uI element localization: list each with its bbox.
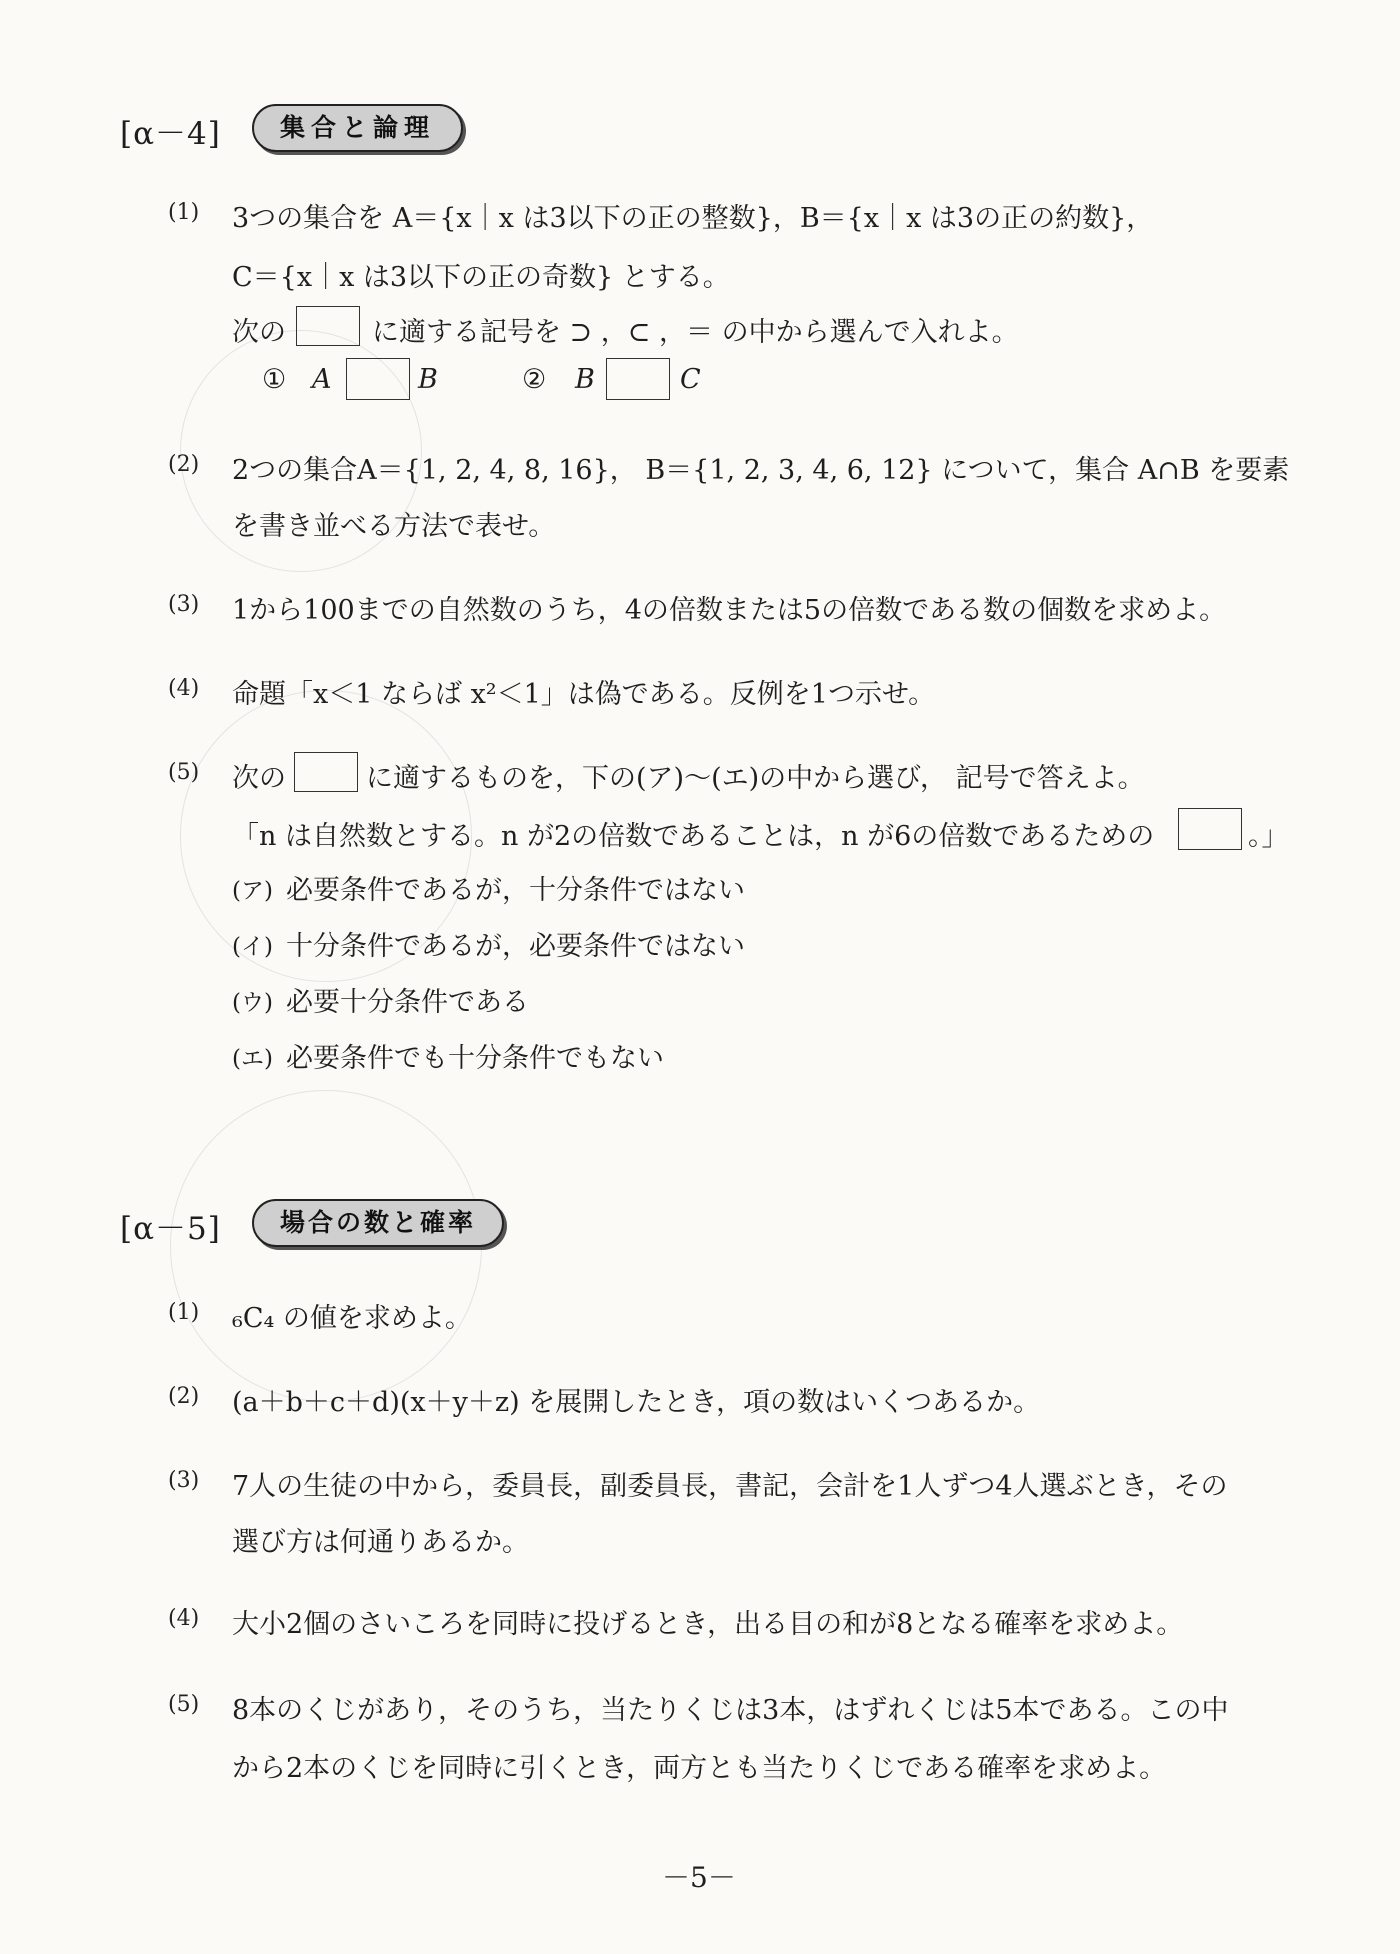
s4-q5-choice-a-text: 必要条件であるが，十分条件ではない	[286, 875, 745, 906]
s5-q1-line1: ₆C₄ の値を求めよ。	[232, 1303, 472, 1334]
s4-q1-line3-end: に適する記号を ⊃ ，⊂ ，＝ の中から選んで入れよ。	[372, 317, 1019, 348]
s5-q2-line1: (a＋b＋c＋d)(x＋y＋z) を展開したとき，項の数はいくつあるか。	[232, 1387, 1041, 1418]
s4-q5-choice-a-label: (ア)	[232, 878, 273, 904]
s4-q2-line1: 2つの集合A＝{1, 2, 4, 8, 16}， B＝{1, 2, 3, 4, 6, 12} について，集合 A∩B を要素	[232, 455, 1290, 486]
s4-q5-choice-c-label: (ウ)	[232, 990, 273, 1016]
s4-q1-line3-start: 次の	[232, 317, 286, 348]
s4-q5-choice-d-label: (エ)	[232, 1046, 273, 1072]
s4-q2-number: (2)	[168, 452, 200, 477]
s5-q5-number: (5)	[168, 1692, 200, 1717]
s4-q5-line1-start: 次の	[232, 763, 286, 794]
s4-q5-choice-c-text: 必要十分条件である	[286, 987, 529, 1018]
s5-q3-line1: 7人の生徒の中から，委員長，副委員長，書記，会計を1人ずつ4人選ぶとき，その	[232, 1471, 1228, 1502]
s4-q1-item2-answer-box[interactable]	[606, 358, 670, 400]
s5-q3-line2: 選び方は何通りあるか。	[232, 1527, 529, 1558]
s4-q1-blank-box	[296, 306, 360, 346]
section-5-title-badge: 場合の数と確率	[252, 1199, 504, 1247]
s4-q1-item1-mark: ①	[262, 364, 287, 395]
s5-q4-line1: 大小2個のさいころを同時に投げるとき，出る目の和が8となる確率を求めよ。	[232, 1609, 1184, 1640]
s5-q2-number: (2)	[168, 1384, 200, 1409]
s4-q1-line1: 3つの集合を A＝{x｜x は3以下の正の整数}，B＝{x｜x は3の正の約数}，	[232, 203, 1154, 234]
s5-q3-number: (3)	[168, 1468, 200, 1493]
s4-q5-choice-b-label: (イ)	[232, 934, 273, 960]
s4-q2-line2: を書き並べる方法で表せ。	[232, 511, 556, 542]
s5-q5-line1: 8本のくじがあり，そのうち，当たりくじは3本，はずれくじは5本である。この中	[232, 1695, 1229, 1726]
s4-q1-item2-mark: ②	[522, 364, 547, 395]
section-4-title-badge: 集合と論理	[252, 104, 463, 152]
s4-q1-item1-left: A	[312, 364, 332, 395]
s4-q5-choice-d-text: 必要条件でも十分条件でもない	[286, 1043, 664, 1074]
s4-q1-item2-right: C	[680, 364, 701, 395]
s4-q4-number: (4)	[168, 676, 200, 701]
s4-q1-number: (1)	[168, 200, 200, 225]
s4-q1-item1-right: B	[418, 364, 438, 395]
s5-q5-line2: から2本のくじを同時に引くとき，両方とも当たりくじである確率を求めよ。	[232, 1753, 1167, 1784]
s4-q5-choice-b-text: 十分条件であるが，必要条件ではない	[286, 931, 745, 962]
s4-q3-number: (3)	[168, 592, 200, 617]
s4-q5-number: (5)	[168, 760, 200, 785]
section-5-label: [α－5]	[120, 1211, 221, 1247]
s4-q4-line1: 命題「x＜1 ならば x²＜1」は偽である。反例を1つ示せ。	[232, 679, 936, 710]
s4-q5-line1-end: に適するものを，下の(ア)～(エ)の中から選び， 記号で答えよ。	[366, 763, 1145, 794]
s4-q3-line1: 1から100までの自然数のうち，4の倍数または5の倍数である数の個数を求めよ。	[232, 595, 1227, 626]
s4-q1-item1-answer-box[interactable]	[346, 358, 410, 400]
s5-q1-number: (1)	[168, 1300, 200, 1325]
s5-q4-number: (4)	[168, 1606, 200, 1631]
page-number: －5－	[662, 1861, 736, 1894]
s4-q5-line2-end: 。」	[1248, 821, 1289, 852]
s4-q5-answer-box[interactable]	[1178, 808, 1242, 850]
s4-q1-item2-left: B	[575, 364, 595, 395]
s4-q5-blank-box	[294, 752, 358, 792]
s4-q1-line2: C＝{x｜x は3以下の正の奇数} とする。	[232, 262, 730, 293]
section-4-label: [α－4]	[120, 116, 221, 152]
s4-q5-line2-start: 「n は自然数とする。n が2の倍数であることは，n が6の倍数であるための	[232, 821, 1155, 852]
